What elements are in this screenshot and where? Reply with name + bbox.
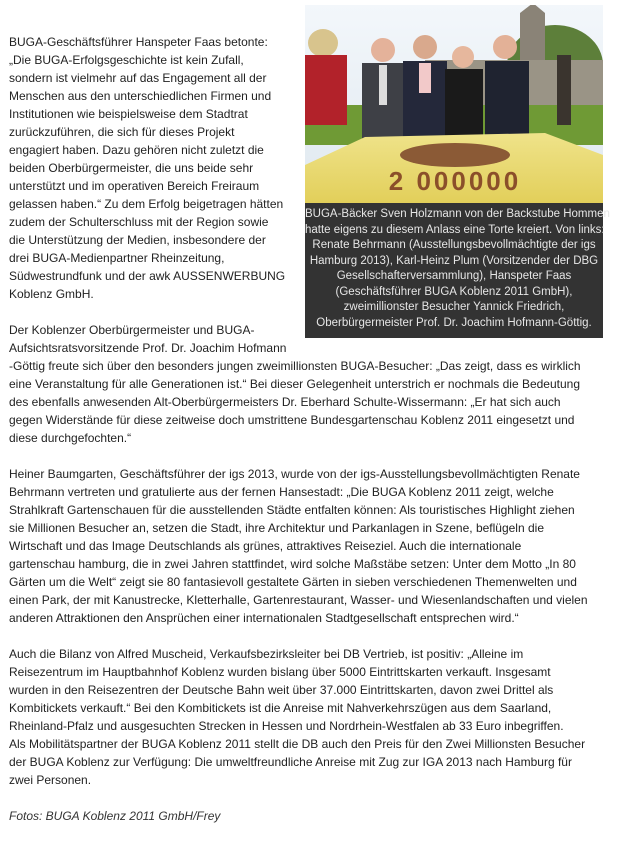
paragraph-hofmann-goettig [9, 321, 615, 447]
text-line: gegen Widerstände für diese zeitweise doch umstrittene Bundesgartenschau Koblenz 2011 eingesetzt und [9, 413, 575, 427]
text-line: unterstützt und im operativen Bereich Freiraum [9, 179, 260, 193]
paragraph-faas-quote [9, 33, 615, 303]
text-line: Als Mobilitätspartner der BUGA Koblenz 2011 stellt die DB auch den Preis für den Zwei Millionsten Besucher [9, 737, 586, 751]
text-line: engagiert haben. Dazu gehören nicht zuletzt die [9, 143, 264, 157]
text-line: Kombitickets verkauft.“ Bei den Kombitickets ist die Anreise mit Nahverkehrszügen aus dem Saarland, [9, 701, 552, 715]
text-line: Rheinland-Pfalz und ausgesuchten Strecken in Hessen und Nordrhein-Westfalen ab 33 Euro inbegriffen. [9, 719, 564, 733]
text-line: „Die BUGA-Erfolgsgeschichte ist kein Zufall, [9, 53, 244, 67]
text-line: Der Koblenzer Oberbürgermeister und BUGA- [9, 323, 255, 337]
cake-number: 2 000000 [388, 166, 522, 196]
caption-line: (Geschäftsführer BUGA Koblenz 2011 GmbH), [335, 285, 573, 298]
text-line: sondern ist vielmehr auf das Engagement all der [9, 71, 267, 85]
photo-credit: Fotos: BUGA Koblenz 2011 GmbH/Frey [9, 809, 221, 823]
text-line: Institutionen wie beispielsweise dem Stadtrat [9, 107, 248, 121]
text-line: anderen Attraktionen den Ansprüchen einer internationalen Stadtgesellschaft entsprechen wird.“ [9, 611, 519, 625]
text-line: Behrmann vertreten und gratulierte aus der fernen Hansestadt: „Die BUGA Koblenz 2011 zeigt, welche [9, 485, 554, 499]
text-line: Koblenz GmbH. [9, 287, 94, 301]
text-line: zudem der Schulterschluss mit der Region sowie [9, 215, 269, 229]
caption-line: Renate Behrmann (Ausstellungsbevollmächtigte der igs [312, 239, 596, 251]
text-line: wurden in den Reisezentren der Deutsche Bahn weit über 37.000 Eintrittskarten, davon zwei Drittel als [9, 683, 554, 697]
text-line: Menschen aus den unterschiedlichen Firmen und [9, 89, 272, 103]
text-line: sie Millionen Besucher an, setzen die Stadt, ihre Architektur und Parkanlagen in Szene, beflügeln die [9, 521, 544, 535]
text-line: gartenschau hamburg, die in zwei Jahren stattfindet, wird solche Maßstäbe setzen: Unter dem Motto „In 80 [9, 557, 576, 571]
text-line: drei BUGA-Medienpartner Rheinzeitung, [9, 251, 225, 265]
text-line: Heiner Baumgarten, Geschäftsführer der igs 2013, wurde von der igs-Ausstellungsbevollmächtigten Renate [9, 467, 580, 481]
text-line: BUGA-Geschäftsführer Hanspeter Faas betonte: [9, 35, 268, 49]
text-line: des ebenfalls anwesenden Alt-Oberbürgermeisters Dr. Eberhard Schulte-Wissermann: „Er hat sich auch [9, 395, 561, 409]
text-line: Auch die Bilanz von Alfred Muscheid, Verkaufsbezirksleiter bei DB Vertrieb, ist positiv: „Alleine im [9, 647, 524, 661]
text-line: Südwestrundfunk und der awk AUSSENWERBUNG [9, 269, 286, 283]
text-line: die Unterstützung der Medien, insbesondere der [9, 233, 266, 247]
caption-line: zweimillionster Besucher Yannick Friedrich, [343, 301, 565, 313]
caption-line: hatte eigens zu diesem Anlass eine Torte kreiert. Von links: [305, 223, 605, 236]
text-line: Strahlkraft Gartenschauen für die ausstellenden Städte entfalten können: Als touristisches Highlight ziehen [9, 503, 575, 517]
article-body [9, 33, 615, 843]
text-line: gelassen haben.“ Zu dem Erfolg beigetragen hätten [9, 197, 284, 211]
text-line: diese durchgefochten.“ [9, 431, 132, 445]
text-line: Aufsichtsratsvorsitzende Prof. Dr. Joachim Hofmann [9, 341, 287, 355]
text-line: zwei Personen. [9, 773, 92, 787]
text-line: Wirtschaft und das Image Deutschlands als grünes, attraktives Reiseziel. Auch die internationale [9, 539, 522, 553]
text-line: der BUGA Koblenz zur Verfügung: Die umweltfreundliche Anreise mit Zug zur IGA 2013 nach Hamburg für [9, 755, 572, 769]
text-line: beiden Oberbürgermeister, die uns beide sehr [9, 161, 254, 175]
caption-line: Oberbürgermeister Prof. Dr. Joachim Hofmann-Göttig. [316, 316, 592, 329]
paragraph-muscheid [9, 645, 615, 789]
caption-line: Gesellschafterversammlung), Hanspeter Faas [336, 270, 572, 282]
paragraph-baumgarten [9, 465, 615, 627]
caption-line: BUGA-Bäcker Sven Holzmann von der Backstube Hommen [305, 208, 610, 220]
text-line: einen Park, der mit Kanustrecke, Kletterhalle, Gartenrestaurant, Wasser- und Wiesenlandschaften und vielen [9, 593, 588, 607]
text-line: Gärten um die Welt“ zeigt sie 80 fantasievoll gestaltete Gärten in sieben verschiedenen Themenwelten und [9, 575, 577, 589]
text-line: eine Veranstaltung für alle Generationen ist.“ Bei dieser Gelegenheit unterstrich er nochmals die Bedeutung [9, 377, 581, 391]
text-line: zurückzuführen, die sich für dieses Projekt [9, 125, 235, 139]
text-line: -Göttig freute sich über den besonders jungen zweimillionsten BUGA-Besucher: „Das zeigt, dass es wirklich [9, 359, 581, 373]
text-line: Reisezentrum im Hauptbahnhof Koblenz wurden bislang über 5000 Eintrittskarten verkauft. Insgesamt [9, 665, 551, 679]
caption-line: Hamburg 2013), Karl-Heinz Plum (Vorsitzender der DBG [309, 254, 599, 267]
